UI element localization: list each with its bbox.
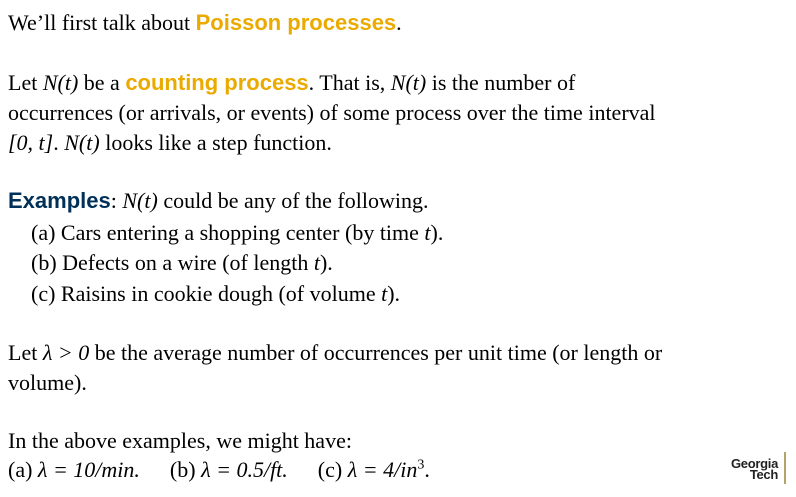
text: ).: [319, 250, 333, 275]
math-n-of-t: N(t): [390, 70, 427, 95]
text: (a) Cars entering a shopping center (by time: [31, 220, 425, 245]
example-c: [31, 279, 400, 309]
counting-process-term: counting process: [125, 70, 309, 95]
text: looks like a step function.: [99, 130, 332, 155]
math-lambda-a: λ = 10/min.: [37, 457, 140, 482]
text: ).: [387, 281, 401, 306]
superscript: 3: [417, 457, 425, 473]
lambda-line-1: [8, 338, 662, 368]
value-b: [170, 457, 288, 482]
above-examples-line: In the above examples, we might have:: [8, 428, 352, 453]
text: .: [53, 130, 65, 155]
math-lambda-b: λ = 0.5/ft.: [201, 457, 288, 482]
examples-heading-line: [8, 186, 428, 216]
math-n-of-t: N(t): [122, 188, 158, 213]
lambda-values-line: [8, 455, 430, 485]
value-c: [318, 457, 430, 482]
text: Let: [8, 340, 43, 365]
math-lambda-positive: λ > 0: [42, 340, 90, 365]
text: (c) Raisins in cookie dough (of volume: [31, 281, 382, 306]
math-lambda-c: λ = 4/in: [347, 457, 418, 482]
label: (b): [169, 457, 202, 482]
logo-line-1: Georgia: [730, 456, 778, 471]
text: . That is,: [308, 70, 391, 95]
text: :: [110, 188, 123, 213]
text: .: [424, 457, 430, 482]
definition-line-3: [8, 128, 332, 158]
math-t: t: [381, 281, 388, 306]
examples-heading: Examples: [8, 188, 111, 213]
label: (c): [317, 457, 348, 482]
text: Let: [8, 70, 43, 95]
value-a: [8, 457, 140, 482]
example-a: [31, 218, 443, 248]
text: could be any of the following.: [157, 188, 429, 213]
logo-line-2: Tech: [749, 467, 778, 482]
math-t: t: [424, 220, 431, 245]
text: be the average number of occurrences per unit time (or length or: [89, 340, 663, 365]
poisson-processes-term: Poisson processes: [195, 10, 397, 35]
text: (b) Defects on a wire (of length: [31, 250, 314, 275]
label: (a): [8, 457, 38, 482]
logo-bar: [784, 452, 786, 484]
math-n-of-t: N(t): [42, 70, 79, 95]
math-n-of-t: N(t): [64, 130, 100, 155]
text: is the number of: [426, 70, 576, 95]
definition-line-1: [8, 68, 575, 98]
georgia-tech-logo: [718, 452, 792, 486]
lambda-line-2: volume).: [8, 370, 87, 395]
text: ).: [430, 220, 444, 245]
intro-line: [8, 8, 402, 38]
definition-line-2: occurrences (or arrivals, or events) of some process over the time interval: [8, 100, 656, 125]
example-b: [31, 248, 333, 278]
math-t: t: [313, 250, 320, 275]
math-interval: [0, t]: [8, 130, 54, 155]
intro-prefix: We’ll first talk about: [8, 10, 196, 35]
intro-suffix: .: [396, 10, 402, 35]
text: be a: [78, 70, 126, 95]
